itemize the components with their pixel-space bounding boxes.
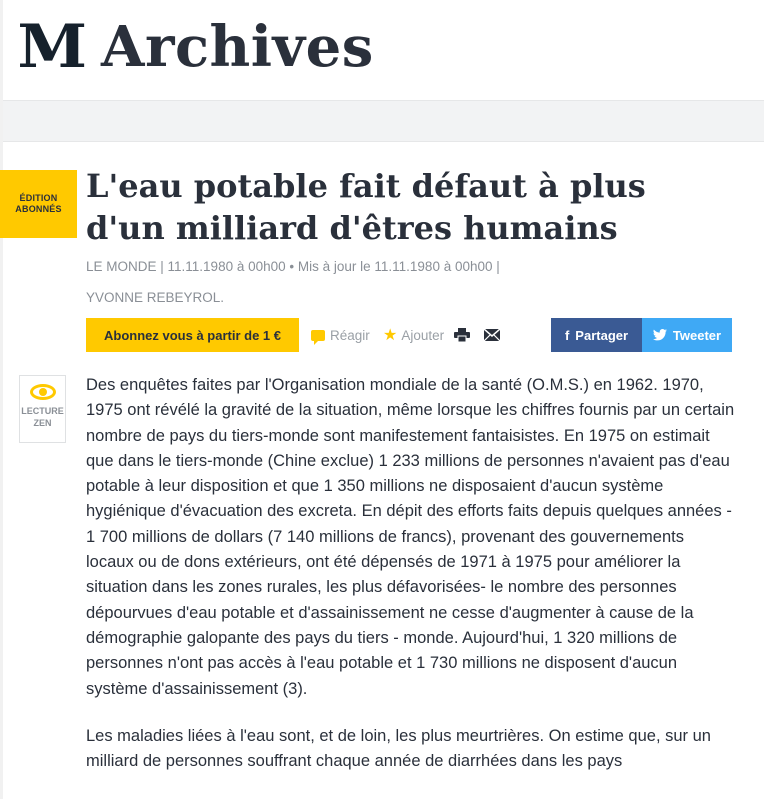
- facebook-share-label: Partager: [575, 327, 629, 343]
- article-author[interactable]: YVONNE REBEYROL.: [86, 290, 225, 305]
- archives-title[interactable]: Archives: [101, 14, 374, 80]
- mail-icon: [484, 329, 500, 341]
- le-monde-logo[interactable]: M: [17, 12, 86, 82]
- badge-line-2: ABONNÉS: [15, 204, 62, 214]
- email-button[interactable]: [484, 318, 500, 352]
- twitter-share-label: Tweeter: [672, 327, 722, 343]
- article-paragraph: Les maladies liées à l'eau sont, et de loin, les plus meurtrières. On estime que, sur un milliard de personnes souffrant chaque année de diarrhées dans les pays: [86, 726, 711, 771]
- add-label: Ajouter: [401, 327, 445, 343]
- comment-icon: [311, 330, 325, 341]
- subscribe-button[interactable]: Abonnez vous à partir de 1 €: [86, 318, 299, 352]
- zen-label-2: ZEN: [33, 418, 52, 428]
- article-body: [86, 373, 736, 796]
- zen-label-1: LECTURE: [21, 406, 64, 416]
- eye-icon: [30, 384, 56, 400]
- article-meta: LE MONDE | 11.11.1980 à 00h00 • Mis à jour le 11.11.1980 à 00h00 |: [86, 259, 500, 274]
- zen-reading-button[interactable]: [19, 375, 66, 443]
- nav-band: [3, 100, 764, 142]
- twitter-share-button[interactable]: [642, 318, 732, 352]
- article-paragraph: Des enquêtes faites par l'Organisation mondiale de la santé (O.M.S.) en 1962. 1970, 1975 ont révélé la gravité de la situation, même lorsque les chiffres fournis par un certain nombre de pays du tiers-monde sont manifestement fantaisistes. En 1975 on estimait que dans le tiers-monde (Chine exclue) 1 233 millions de personnes n'avaient pas d'eau potable à leur disposition et que 1 350 millions ne disposaient d'aucun système hygiénique d'évacuation des excreta. En dépit des efforts faits depuis quelques années - 1 700 millions de dollars (7 140 millions de francs), provenant des gouvernements locaux ou de dons extérieurs, ont été dépensés de 1971 à 1975 pour améliorer la situation dans les zones rurales, les plus défavorisées- le nombre des personnes dépourvues d'eau potable et d'assainissement ne cesse d'augmenter à cause de la démographie galopante des pays du tiers - monde. Aujourd'hui, 1 320 millions de personnes n'ont pas accès à l'eau potable et 1 730 millions ne disposent d'aucun système d'assainissement (3).: [86, 376, 735, 698]
- subscriber-edition-badge: [0, 170, 77, 238]
- react-label: Réagir: [330, 327, 370, 343]
- site-header: [3, 0, 764, 100]
- twitter-bird-icon: [653, 329, 667, 341]
- facebook-icon: f: [564, 327, 570, 343]
- react-button[interactable]: [311, 318, 370, 352]
- printer-icon: [454, 328, 470, 342]
- star-icon: ★: [383, 327, 398, 344]
- badge-line-1: ÉDITION: [19, 193, 58, 203]
- add-button[interactable]: [383, 318, 444, 352]
- article-toolbar: [86, 318, 732, 352]
- article-title: L'eau potable fait défaut à plus d'un milliard d'êtres humains: [86, 167, 646, 247]
- facebook-share-button[interactable]: [551, 318, 642, 352]
- print-button[interactable]: [454, 318, 470, 352]
